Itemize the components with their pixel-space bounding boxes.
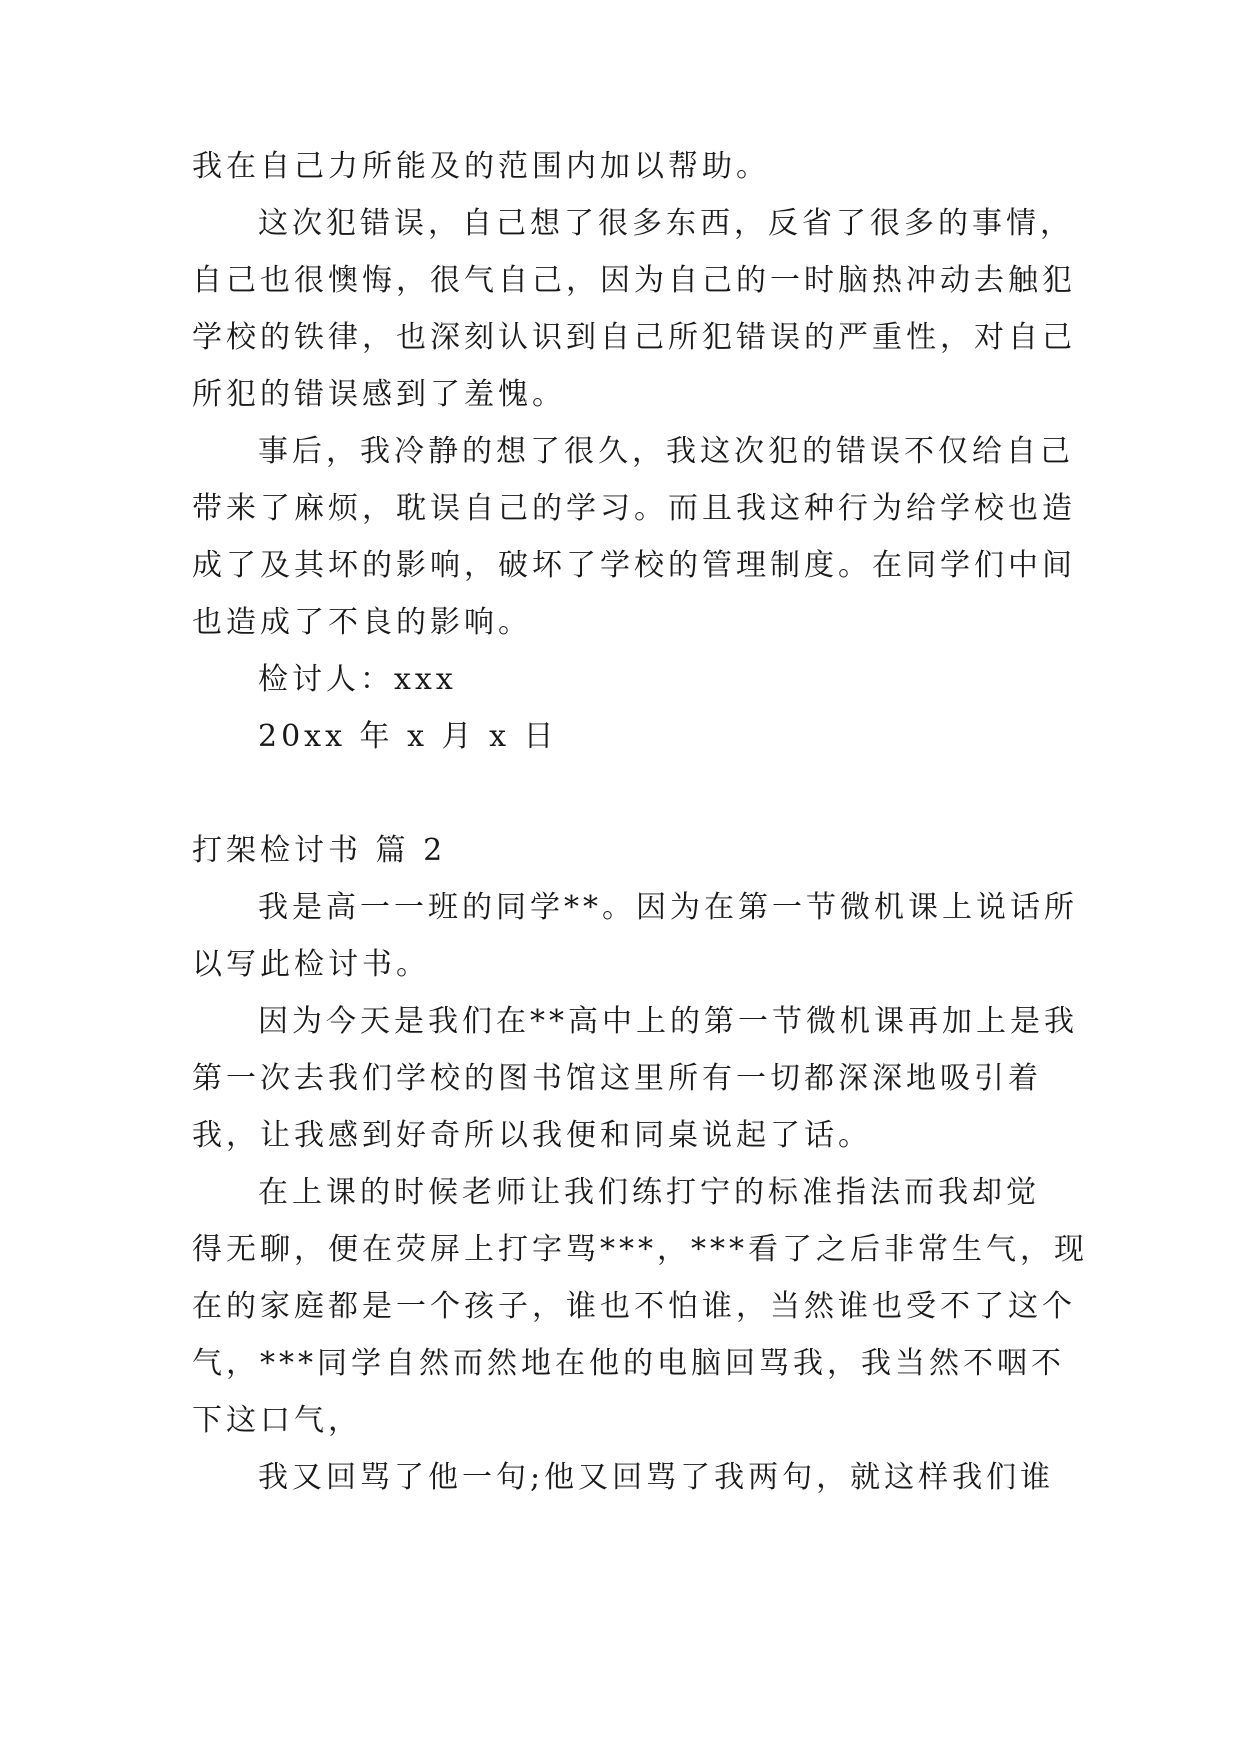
date-line: 20xx 年 x 月 x 日	[258, 719, 558, 754]
text-line: 在上课的时候老师让我们练打宁的标准指法而我却觉	[258, 1175, 1040, 1210]
text-line: 我是高一一班的同学**。因为在第一节微机课上说话所	[258, 890, 1078, 925]
text-line: 成了及其坏的影响，破坏了学校的管理制度。在同学们中间	[192, 548, 1076, 583]
text-line: 带来了麻烦，耽误自己的学习。而且我这种行为给学校也造	[192, 491, 1076, 526]
text-line: 第一次去我们学校的图书馆这里所有一切都深深地吸引着	[192, 1061, 1042, 1096]
signature-line: 检讨人：xxx	[258, 662, 457, 697]
text-line: 这次犯错误，自己想了很多东西，反省了很多的事情，	[258, 206, 1074, 241]
text-line: 气，***同学自然而然地在他的电脑回骂我，我当然不咽不	[192, 1346, 1065, 1381]
text-line: 因为今天是我们在**高中上的第一节微机课再加上是我	[258, 1004, 1078, 1039]
text-line: 也造成了不良的影响。	[192, 605, 532, 640]
text-line: 学校的铁律，也深刻认识到自己所犯错误的严重性，对自己	[192, 320, 1076, 355]
text-line: 我又回骂了他一句;他又回骂了我两句，就这样我们谁	[258, 1460, 1055, 1495]
text-line: 我，让我感到好奇所以我便和同桌说起了话。	[192, 1118, 872, 1153]
section-heading: 打架检讨书 篇 2	[192, 833, 447, 868]
text-line: 以写此检讨书。	[192, 947, 430, 982]
text-line: 所犯的错误感到了羞愧。	[192, 377, 566, 412]
text-line: 自己也很懊悔，很气自己，因为自己的一时脑热冲动去触犯	[192, 263, 1076, 298]
text-line: 得无聊，便在荧屏上打字骂***，***看了之后非常生气，现	[192, 1232, 1088, 1267]
text-line: 我在自己力所能及的范围内加以帮助。	[192, 149, 770, 184]
text-line: 在的家庭都是一个孩子，谁也不怕谁，当然谁也受不了这个	[192, 1289, 1076, 1324]
text-line: 事后，我冷静的想了很久，我这次犯的错误不仅给自己	[258, 434, 1074, 469]
text-line: 下这口气，	[192, 1403, 362, 1438]
